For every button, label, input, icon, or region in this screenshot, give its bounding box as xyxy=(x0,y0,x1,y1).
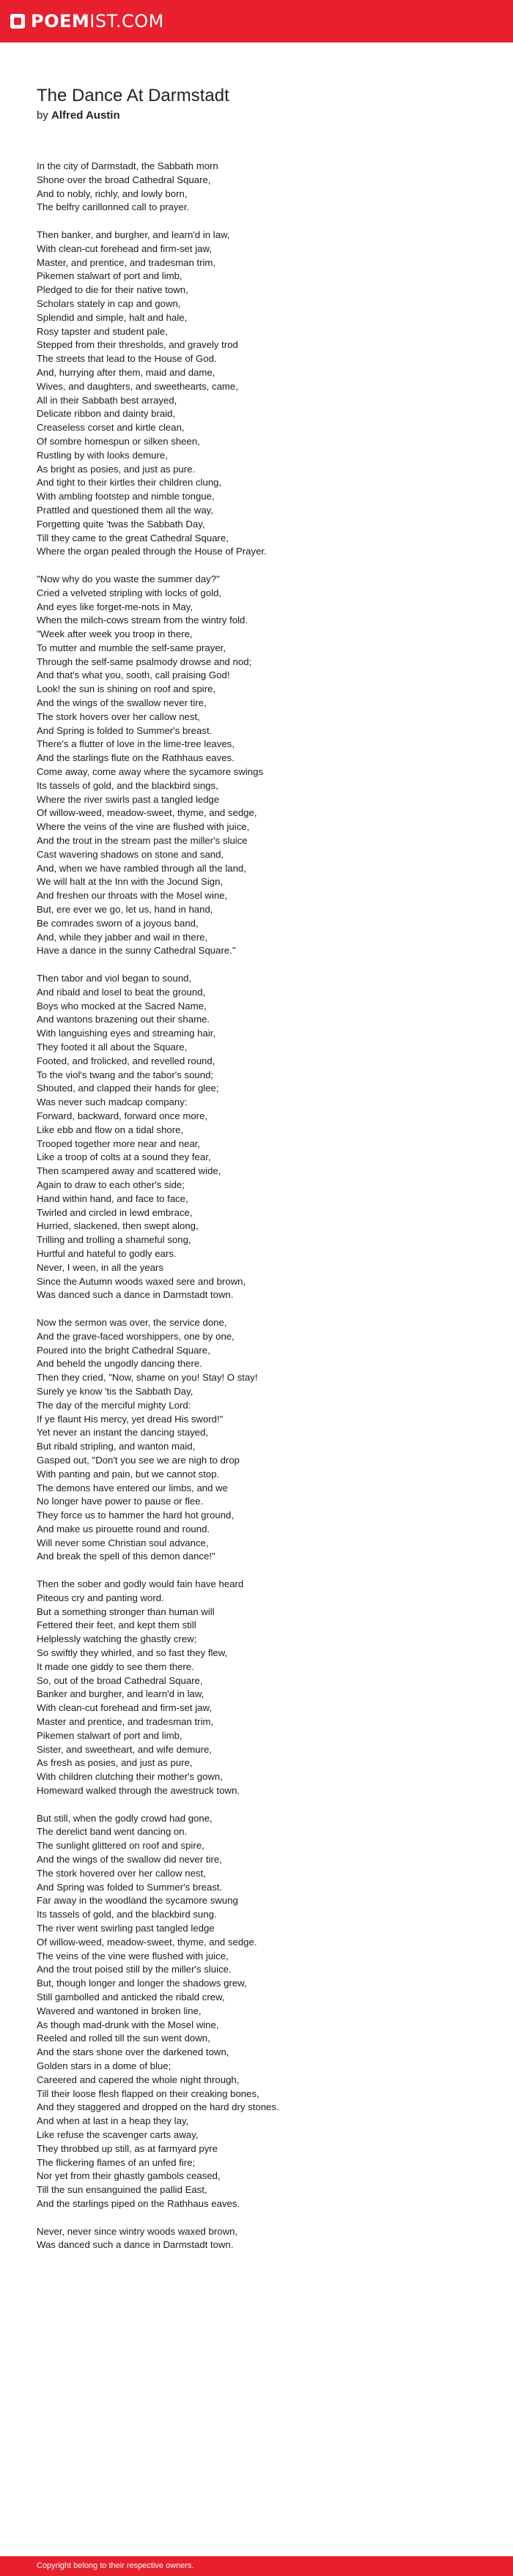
poem-line: They throbbed up still, as at farmyard pyre xyxy=(37,2142,218,2154)
byline xyxy=(37,108,229,123)
poem-line: But a something stronger than human will xyxy=(37,1606,215,1617)
poem-line: "Week after week you troop in there, xyxy=(37,628,193,640)
poem-line: To the viol's twang and the tabor's sound; xyxy=(37,1069,214,1080)
poem-line: But, ere ever we go, let us, hand in hand, xyxy=(37,904,213,916)
site-logo[interactable] xyxy=(10,7,164,35)
poem-line: And, hurrying after them, maid and dame, xyxy=(37,366,215,378)
poem-line: The veins of the vine were flushed with juice, xyxy=(37,1950,229,1961)
poem-line: And tight to their kirtles their children clung, xyxy=(37,477,222,489)
poem-line: Sister, and sweetheart, and wife demure, xyxy=(37,1743,212,1755)
poem-stanza xyxy=(37,2225,476,2253)
poem-stanza xyxy=(37,229,476,559)
poem-line: And the trout in the stream past the miller's sluice xyxy=(37,835,248,847)
poem-line: And the trout poised still by the miller's sluice. xyxy=(37,1964,232,1975)
poem-line: Nor yet from their ghastly gambols ceased, xyxy=(37,2170,221,2182)
poem-line: They force us to hammer the hard hot ground, xyxy=(37,1510,235,1521)
poem-line: Now the sermon was over, the service done, xyxy=(37,1316,227,1328)
poem-line: Till they came to the great Cathedral Square, xyxy=(37,532,229,543)
poem-line: Will never some Christian soul advance, xyxy=(37,1537,209,1548)
poem-line: Footed, and frolicked, and revelled round, xyxy=(37,1055,215,1066)
poem-line: We will halt at the Inn with the Jocund Sign, xyxy=(37,876,224,888)
poem-line: Poured into the bright Cathedral Square, xyxy=(37,1344,210,1356)
poem-line: But still, when the godly crowd had gone, xyxy=(37,1812,213,1824)
poem-line: Was danced such a dance in Darmstadt town. xyxy=(37,1289,234,1301)
poem-line: Then they cried, "Now, shame on you! Stay! O stay! xyxy=(37,1372,258,1384)
poem-line: And eyes like forget-me-nots in May, xyxy=(37,601,193,612)
poem-line: Till their loose flesh flapped on their creaking bones, xyxy=(37,2087,259,2099)
poem-line: The stork hovers over her callow nest, xyxy=(37,710,200,722)
poem-line: And that's what you, sooth, call praising God! xyxy=(37,669,230,681)
poem-line: Fettered their feet, and kept them still xyxy=(37,1619,196,1631)
poem-line: Pikemen stalwart of port and limb, xyxy=(37,1729,182,1741)
site-header xyxy=(0,0,513,42)
poem-line: Shone over the broad Cathedral Square, xyxy=(37,174,211,185)
poem-line: Master and prentice, and tradesman trim, xyxy=(37,1716,214,1728)
poem-line: Have a dance in the sunny Cathedral Square.'' xyxy=(37,945,236,957)
footer-copyright: Copyright belong to their respective owners. xyxy=(37,2561,194,2570)
poem-line: And ribald and losel to beat the ground, xyxy=(37,986,206,998)
poem-line: The river went swirling past tangled ledge xyxy=(37,1923,215,1934)
poem-line: And, while they jabber and wail in there, xyxy=(37,931,208,943)
poem-line: Splendid and simple, halt and hale, xyxy=(37,311,188,323)
poem-line: Careered and capered the whole night through, xyxy=(37,2074,240,2085)
poem-line: Master, and prentice, and tradesman trim, xyxy=(37,256,216,268)
poem-line: Still gambolled and anticked the ribald crew, xyxy=(37,1991,225,2002)
poem-line: Like ebb and flow on a tidal shore, xyxy=(37,1124,184,1135)
poem-line: Then the sober and godly would fain have heard xyxy=(37,1578,244,1590)
poem-line: When the milch-cows stream from the wintry fold. xyxy=(37,615,248,626)
site-footer xyxy=(0,2556,513,2576)
poem-line: And the starlings piped on the Rathhaus eaves. xyxy=(37,2197,240,2209)
poem-line: The day of the merciful mighty Lord: xyxy=(37,1399,191,1411)
author-link[interactable]: Alfred Austin xyxy=(51,109,120,122)
poem-line: Look! the sun is shining on roof and spire, xyxy=(37,683,216,695)
poem-line: Hurtful and hateful to godly ears. xyxy=(37,1247,177,1259)
poem-line: Was danced such a dance in Darmstadt town. xyxy=(37,2239,234,2251)
poem-line: With ambling footstep and nimble tongue, xyxy=(37,491,215,502)
poem-line: And wantons brazening out their shame. xyxy=(37,1014,210,1025)
poem-line: Far away in the woodland the sycamore swung xyxy=(37,1895,238,1907)
logo-light-text: IST.COM xyxy=(89,11,164,31)
poem-line: Where the organ pealed through the House of Prayer. xyxy=(37,546,267,557)
poem-line: With children clutching their mother's gown, xyxy=(37,1771,223,1783)
poem-line: So, out of the broad Cathedral Square, xyxy=(37,1674,203,1686)
poem-line: And when at last in a heap they lay, xyxy=(37,2115,189,2127)
poem-line: Banker and burgher, and learn'd in law, xyxy=(37,1688,204,1700)
poem-line: Surely ye know 'tis the Sabbath Day, xyxy=(37,1385,193,1397)
logo-bold-text: POEM xyxy=(31,11,90,31)
poem-line: Gasped out, "Don't you see we are nigh to drop xyxy=(37,1454,240,1466)
poem-line: With panting and pain, but we cannot stop. xyxy=(37,1468,220,1480)
poem-line: Twirled and circled in lewd embrace, xyxy=(37,1206,193,1218)
poem-line: And freshen our throats with the Mosel wine, xyxy=(37,890,228,902)
poem-line: Golden stars in a dome of blue; xyxy=(37,2060,171,2071)
poem-line: Rosy tapster and student pale, xyxy=(37,325,168,337)
poem-line: Helplessly watching the ghastly crew; xyxy=(37,1633,197,1645)
poem-line: Never, never since wintry woods waxed brown, xyxy=(37,2225,238,2237)
logo-text xyxy=(31,7,164,35)
poem-title: The Dance At Darmstadt xyxy=(37,86,229,105)
poem-line: Never, I ween, in all the years xyxy=(37,1261,163,1273)
poem-line: Creaseless corset and kirtle clean, xyxy=(37,422,185,434)
poem-line: Scholars stately in cap and gown, xyxy=(37,297,181,309)
poem-line: And Spring was folded to Summer's breast. xyxy=(37,1881,223,1893)
poem-line: And make us pirouette round and round. xyxy=(37,1523,210,1534)
poem-line: Rustling by with looks demure, xyxy=(37,449,168,461)
poem-stanza xyxy=(37,1578,476,1798)
poem-line: Of sombre homespun or silken sheen, xyxy=(37,435,200,447)
poem-line: In the city of Darmstadt, the Sabbath morn xyxy=(37,160,218,171)
poem-line: Then banker, and burgher, and learn'd in law, xyxy=(37,229,230,240)
poem-line: And they staggered and dropped on the hard dry stones. xyxy=(37,2101,279,2113)
poem-header xyxy=(37,85,229,123)
poem-line: Wives, and daughters, and sweethearts, came, xyxy=(37,380,238,392)
poem-line: The belfry carillonned call to prayer. xyxy=(37,201,190,213)
poem-line: The flickering flames of an unfed fire; xyxy=(37,2156,196,2168)
poem-line: So swiftly they whirled, and so fast they flew, xyxy=(37,1647,228,1659)
poem-stanza xyxy=(37,972,476,1302)
logo-mark-icon xyxy=(10,14,25,29)
poem-line: And the grave-faced worshippers, one by one, xyxy=(37,1330,235,1342)
poem-line: Stepped from their thresholds, and gravely trod xyxy=(37,339,238,351)
poem-line: Be comrades sworn of a joyous band, xyxy=(37,917,199,929)
poem-line: Was never such madcap company: xyxy=(37,1096,188,1108)
poem-line: Cast wavering shadows on stone and sand, xyxy=(37,848,224,860)
poem-line: As fresh as posies, and just as pure, xyxy=(37,1757,193,1769)
poem-line: The derelict band went dancing on. xyxy=(37,1826,188,1838)
poem-line: And the wings of the swallow never tire, xyxy=(37,697,207,709)
poem-line: Forward, backward, forward once more, xyxy=(37,1110,208,1121)
poem-line: Hurried, slackened, then swept along, xyxy=(37,1220,199,1232)
poem-line: Again to draw to each other's side; xyxy=(37,1178,185,1190)
poem-line: Where the river swirls past a tangled ledge xyxy=(37,793,220,805)
poem-line: Then scampered away and scattered wide, xyxy=(37,1165,221,1177)
poem-line: Like a troop of colts at a sound they fear, xyxy=(37,1151,211,1163)
poem-line: Of willow-weed, meadow-sweet, thyme, and sedge. xyxy=(37,1936,257,1948)
poem-stanza xyxy=(37,1316,476,1564)
poem-line: Like refuse the scavenger carts away, xyxy=(37,2128,199,2140)
poem-line: Trilling and trolling a shameful song, xyxy=(37,1234,191,1246)
byline-prefix: by xyxy=(37,109,48,122)
poem-line: Then tabor and viol began to sound, xyxy=(37,973,192,984)
poem-line: But, though longer and longer the shadows grew, xyxy=(37,1978,247,1989)
poem-line: And Spring is folded to Summer's breast. xyxy=(37,724,213,736)
poem-stanza xyxy=(37,573,476,958)
poem-line: And the stars shone over the darkened town, xyxy=(37,2046,229,2058)
poem-line: Homeward walked through the awestruck town. xyxy=(37,1785,240,1797)
poem-body xyxy=(37,160,476,2266)
poem-line: Since the Autumn woods waxed sere and brown, xyxy=(37,1275,246,1287)
poem-line: They footed it all about the Square, xyxy=(37,1042,188,1053)
poem-line: Till the sun ensanguined the pallid East, xyxy=(37,2184,207,2196)
poem-line: With clean-cut forehead and firm-set jaw, xyxy=(37,242,212,254)
poem-line: Reeled and rolled till the sun went down, xyxy=(37,2033,210,2044)
poem-line: The demons have entered our limbs, and we xyxy=(37,1482,228,1493)
poem-line: Wavered and wantoned in broken line, xyxy=(37,2005,202,2016)
poem-line: Hand within hand, and face to face, xyxy=(37,1192,188,1204)
poem-stanza xyxy=(37,1812,476,2211)
poem-line: And to nobly, richly, and lowly born, xyxy=(37,188,188,199)
poem-line: And beheld the ungodly dancing there. xyxy=(37,1358,202,1370)
poem-line: Where the veins of the vine are flushed with juice, xyxy=(37,821,250,833)
poem-line: But ribald stripling, and wanton maid, xyxy=(37,1441,196,1452)
poem-line: Its tassels of gold, and the blackbird sung. xyxy=(37,1909,217,1920)
poem-line: The stork hovered over her callow nest, xyxy=(37,1867,206,1879)
poem-line: Delicate ribbon and dainty braid, xyxy=(37,408,176,420)
poem-stanza xyxy=(37,160,476,215)
poem-line: Cried a velveted stripling with locks of gold, xyxy=(37,587,222,598)
poem-line: Come away, come away where the sycamore swings xyxy=(37,766,264,778)
poem-line: There's a flutter of love in the lime-tree leaves, xyxy=(37,738,235,750)
poem-line: As bright as posies, and just as pure. xyxy=(37,463,196,475)
poem-line: And, when we have rambled through all the land, xyxy=(37,862,246,874)
poem-line: Piteous cry and panting word. xyxy=(37,1592,164,1603)
poem-line: And the starlings flute on the Rathhaus eaves. xyxy=(37,752,235,764)
poem-line: Shouted, and clapped their hands for glee; xyxy=(37,1083,219,1094)
poem-line: To mutter and mumble the self-same prayer, xyxy=(37,642,226,653)
poem-line: As though mad-drunk with the Mosel wine, xyxy=(37,2019,219,2030)
poem-line: The sunlight glittered on roof and spire, xyxy=(37,1840,204,1852)
poem-line: Yet never an instant the dancing stayed, xyxy=(37,1427,209,1439)
poem-line: Pikemen stalwart of port and limb, xyxy=(37,270,182,282)
poem-line: Through the self-same psalmody drowse and nod; xyxy=(37,656,252,667)
poem-line: With clean-cut forehead and firm-set jaw, xyxy=(37,1702,212,1714)
poem-line: Of willow-weed, meadow-sweet, thyme, and sedge, xyxy=(37,807,257,819)
poem-line: Pledged to die for their native town, xyxy=(37,284,188,296)
poem-line: With languishing eyes and streaming hair, xyxy=(37,1028,216,1039)
poem-line: Forgetting quite 'twas the Sabbath Day, xyxy=(37,518,205,530)
poem-line: And break the spell of this demon dance!" xyxy=(37,1551,215,1562)
poem-line: Its tassels of gold, and the blackbird sings, xyxy=(37,779,218,791)
poem-line: If ye flaunt His mercy, yet dread His sword!" xyxy=(37,1413,224,1425)
poem-line: "Now why do you waste the summer day?" xyxy=(37,573,220,584)
poem-line: It made one giddy to see them there. xyxy=(37,1660,194,1672)
poem-line: Trooped together more near and near, xyxy=(37,1137,201,1149)
poem-line: No longer have power to pause or flee. xyxy=(37,1496,204,1507)
poem-line: Prattled and questioned them all the way, xyxy=(37,504,213,516)
poem-line: And the wings of the swallow did never tire, xyxy=(37,1854,222,1866)
poem-line: Boys who mocked at the Sacred Name, xyxy=(37,1000,207,1012)
poem-line: The streets that lead to the House of God. xyxy=(37,353,217,365)
poem-line: All in their Sabbath best arrayed, xyxy=(37,394,177,406)
